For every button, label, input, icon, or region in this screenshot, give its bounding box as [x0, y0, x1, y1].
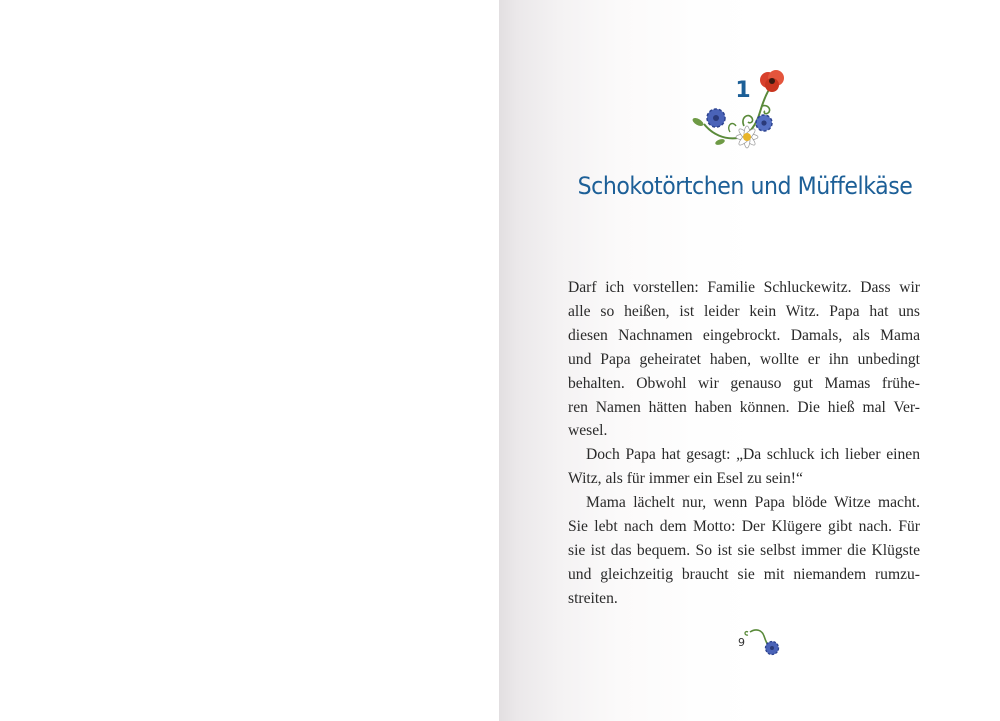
chapter-number: 1	[735, 78, 751, 103]
text-line: alle so heißen, ist leider kein Witz. Papa hat uns	[568, 302, 920, 320]
text-line: streiten.	[568, 589, 618, 607]
text-line: Doch Papa hat gesagt: „Da schluck ich lieber einen	[586, 446, 920, 464]
text-line: und Papa geheiratet haben, wollte er ihn unbedingt	[568, 350, 920, 368]
text-line: Sie lebt nach dem Motto: Der Klügere gibt nach. Für	[568, 518, 920, 536]
text-line: Darf ich vorstellen: Familie Schluckewitz. Dass wir	[568, 279, 920, 296]
page-number: 9	[738, 636, 745, 649]
text-line: und gleichzeitig braucht sie mit niemandem rumzu-	[568, 565, 920, 583]
text-line: Witz, als für immer ein Esel zu sein!“	[568, 470, 803, 488]
text-line: Mama lächelt nur, wenn Papa blöde Witze macht.	[586, 494, 920, 512]
chapter-title: Schokotörtchen und Müffelkäse	[577, 172, 913, 200]
text-line: ren Namen hätten haben können. Die hieß mal Ver-	[568, 398, 920, 416]
text-line: sie ist das bequem. So ist sie selbst immer die Klügste	[568, 541, 920, 559]
text-line: behalten. Obwohl wir genauso gut Mamas frühe-	[568, 374, 920, 392]
left-page-blank	[0, 0, 499, 721]
body-text	[568, 276, 920, 611]
text-line: diesen Nachnamen eingebrockt. Damals, als Mama	[568, 326, 920, 344]
text-line: wesel.	[568, 422, 608, 440]
